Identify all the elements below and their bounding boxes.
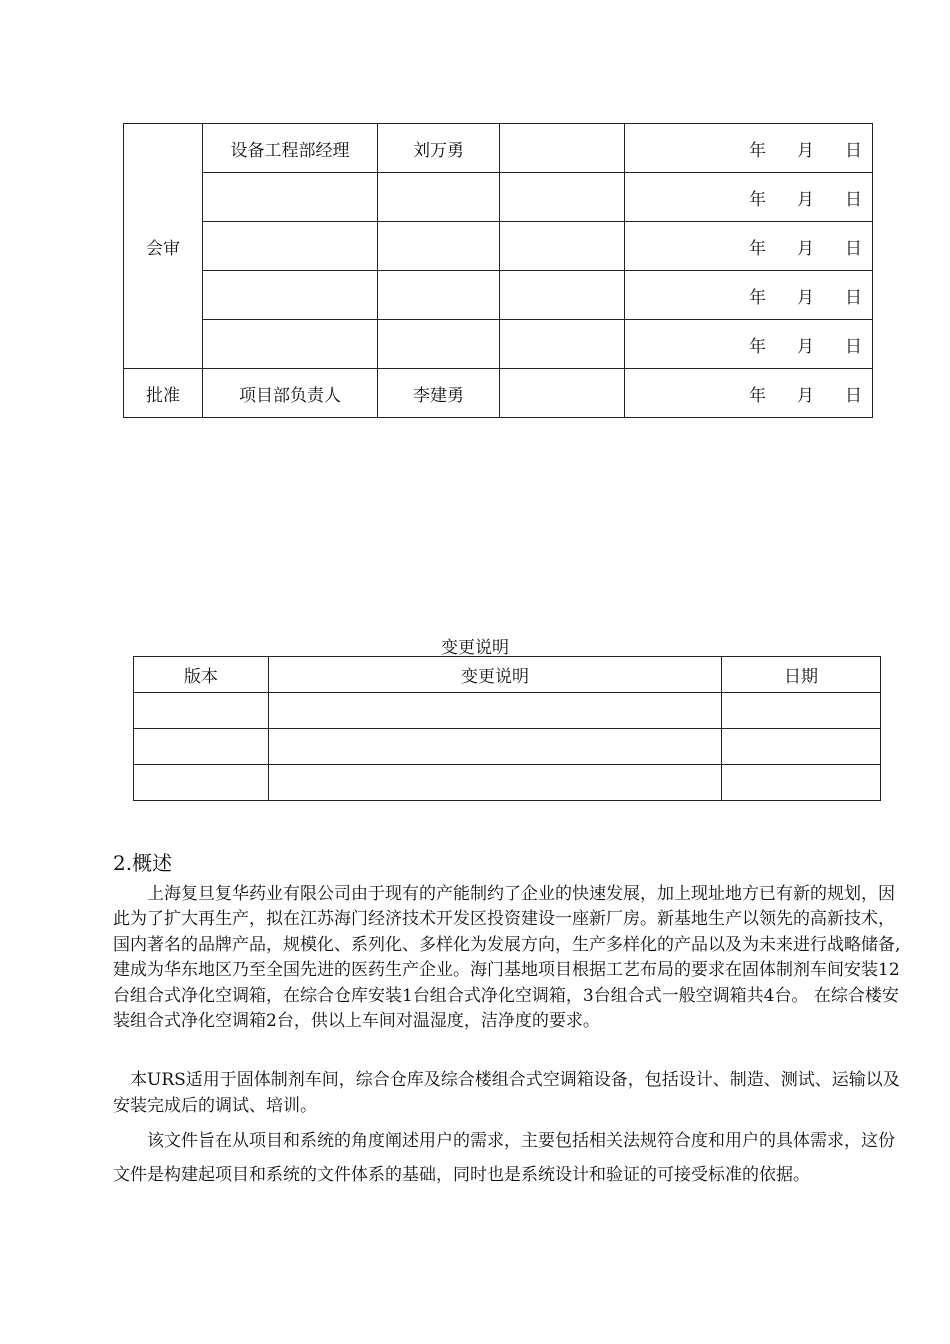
role-cell <box>203 173 378 222</box>
countersign-row <box>124 320 873 369</box>
purpose-paragraph: 该文件旨在从项目和系统的角度阐述用户的需求，主要包括相关法规符合度和用户的具体需求，这份文件是构建起项目和系统的文件体系的基础，同时也是系统设计和验证的可接受标准的依据。 <box>113 1131 895 1185</box>
change-table-header <box>134 657 881 693</box>
version-cell <box>134 765 269 801</box>
description-cell <box>269 693 722 729</box>
name-cell <box>378 320 500 369</box>
header-version: 版本 <box>134 657 269 693</box>
signature-cell <box>500 222 625 271</box>
header-description: 变更说明 <box>269 657 722 693</box>
date-cell: 年 月 日 <box>625 369 873 418</box>
signature-cell <box>500 124 625 173</box>
version-cell <box>134 693 269 729</box>
name-cell <box>378 222 500 271</box>
date-cell <box>722 693 881 729</box>
date-cell <box>722 729 881 765</box>
table-row <box>134 729 881 765</box>
overview-paragraph: 上海复旦复华药业有限公司由于现有的产能制约了企业的快速发展，加上现址地方已有新的规划，因此为了扩大再生产，拟在江苏海门经济技术开发区投资建设一座新厂房。新基地生产以领先的高新技术，国内著名的品牌产品，规模化、系列化、多样化为发展方向，生产多样化的产品以及为未来进行战略储备,建成为华东地区乃至全国先进的医药生产企业。海门基地项目根据工艺布局的要求在固体制剂车间安装12台组合式净化空调箱，在综合仓库安装1台组合式净化空调箱，3台组合式一般空调箱共4台。 在综合楼安装组合式净化空调箱2台，供以上车间对温湿度，洁净度的要求。 <box>113 884 901 1032</box>
name-cell: 刘万勇 <box>378 124 500 173</box>
name-cell: 李建勇 <box>378 369 500 418</box>
role-cell <box>203 222 378 271</box>
approve-row <box>124 369 873 418</box>
scope-paragraph: 本URS适用于固体制剂车间，综合仓库及综合楼组合式空调箱设备，包括设计、制造、测试、运输以及安装完成后的调试、培训。 <box>113 1070 900 1116</box>
signature-cell <box>500 320 625 369</box>
name-cell <box>378 271 500 320</box>
approval-signature-table <box>123 123 873 418</box>
date-cell: 年 月 日 <box>625 124 873 173</box>
change-log-table <box>133 656 881 801</box>
date-cell: 年 月 日 <box>625 320 873 369</box>
countersign-row <box>124 124 873 173</box>
date-cell: 年 月 日 <box>625 271 873 320</box>
role-cell <box>203 320 378 369</box>
header-date: 日期 <box>722 657 881 693</box>
countersign-row <box>124 271 873 320</box>
version-cell <box>134 729 269 765</box>
role-cell: 项目部负责人 <box>203 369 378 418</box>
date-cell: 年 月 日 <box>625 173 873 222</box>
date-cell <box>722 765 881 801</box>
role-cell: 设备工程部经理 <box>203 124 378 173</box>
signature-cell <box>500 271 625 320</box>
signature-cell <box>500 369 625 418</box>
countersign-label: 会审 <box>124 124 203 369</box>
description-cell <box>269 765 722 801</box>
name-cell <box>378 173 500 222</box>
role-cell <box>203 271 378 320</box>
table-row <box>134 693 881 729</box>
countersign-row <box>124 173 873 222</box>
change-table-caption: 变更说明 <box>441 638 509 658</box>
signature-cell <box>500 173 625 222</box>
approve-label: 批准 <box>124 369 203 418</box>
date-cell: 年 月 日 <box>625 222 873 271</box>
table-row <box>134 765 881 801</box>
description-cell <box>269 729 722 765</box>
section-heading: 2.概述 <box>113 851 173 875</box>
countersign-row <box>124 222 873 271</box>
